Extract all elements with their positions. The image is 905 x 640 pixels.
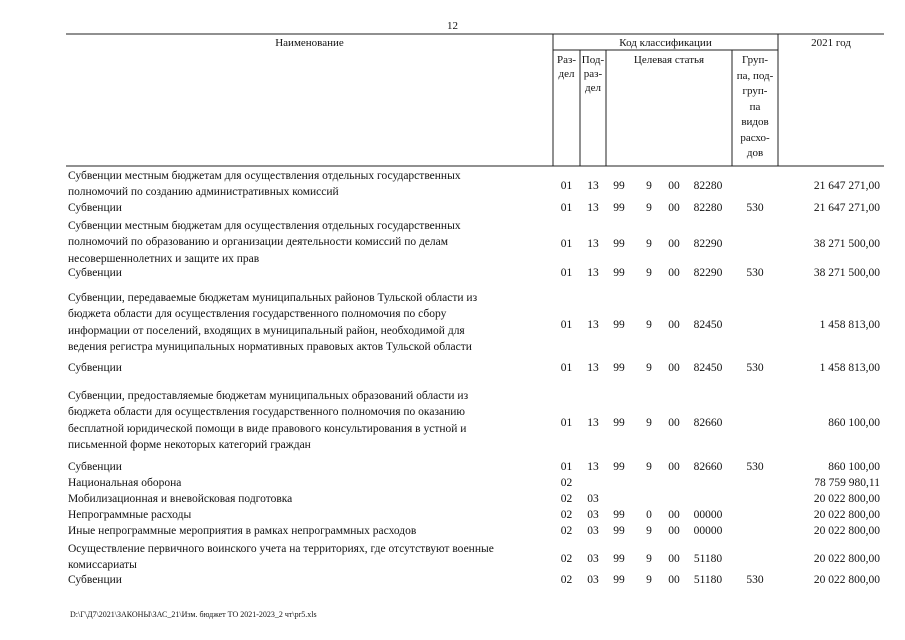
row-code-rz: 02 <box>560 525 573 538</box>
row-code-pr: 13 <box>587 362 599 375</box>
row-name <box>68 475 550 491</box>
footer-file-path: D:\Г\Д7\2021\ЗАКОНЫ\ЗАС_21\Изм. бюджет ТО 2021-2023_2 чт\pr5.xls <box>70 610 317 619</box>
row-code-t1: 99 <box>613 180 625 193</box>
header-group: Груп- па, под- груп- па видов расхо- дов <box>736 54 774 159</box>
row-amount: 1 458 813,00 <box>819 318 880 331</box>
row-code-t3: 00 <box>668 574 680 587</box>
row-amount: 20 022 800,00 <box>813 525 880 538</box>
row-code-pr: 13 <box>587 461 599 474</box>
row-name-line: Субвенции, предоставляемые бюджетам муниципальных образований области из <box>68 390 469 402</box>
table-row <box>0 360 905 376</box>
row-name-line: письменной форме некоторых категорий граждан <box>68 438 311 451</box>
row-code-t1: 99 <box>613 574 625 587</box>
row-name-line: бюджета области для осуществления государственного полномочия по сбору <box>68 308 447 321</box>
row-code-t4: 51180 <box>693 553 723 566</box>
row-amount: 21 647 271,00 <box>813 202 880 215</box>
row-code-rz: 01 <box>560 416 573 429</box>
table-row <box>0 507 905 523</box>
row-code-t1: 99 <box>613 318 625 331</box>
row-code-t2: 0 <box>646 509 652 522</box>
row-code-t1: 99 <box>613 461 625 474</box>
row-code-pr: 03 <box>587 509 599 522</box>
row-amount: 38 271 500,00 <box>813 238 880 251</box>
row-code-t1: 99 <box>613 416 625 429</box>
row-name-line: Субвенции <box>68 267 122 279</box>
row-code-t3: 00 <box>668 525 680 538</box>
table-row <box>0 541 905 574</box>
row-code-rz: 02 <box>560 509 573 522</box>
table-row <box>0 459 905 475</box>
row-name <box>68 491 550 507</box>
row-code-grp: 530 <box>746 362 764 375</box>
row-name <box>68 541 550 574</box>
row-code-t4: 82280 <box>693 180 723 193</box>
row-amount: 78 759 980,11 <box>814 477 880 490</box>
row-code-pr: 03 <box>587 493 599 506</box>
row-name <box>68 290 550 355</box>
row-code-t4: 51180 <box>693 574 723 587</box>
row-name <box>68 507 550 523</box>
row-code-t2: 9 <box>646 318 652 331</box>
row-code-rz: 01 <box>560 238 573 251</box>
row-code-t1: 99 <box>613 362 625 375</box>
row-code-t3: 00 <box>668 416 680 429</box>
row-code-pr: 13 <box>587 318 599 331</box>
row-amount: 20 022 800,00 <box>813 553 880 566</box>
row-code-t2: 9 <box>646 574 652 587</box>
row-code-rz: 02 <box>560 477 573 490</box>
row-code-rz: 01 <box>560 202 573 215</box>
row-name <box>68 168 550 201</box>
row-name <box>68 523 550 539</box>
row-name <box>68 360 550 376</box>
row-code-grp: 530 <box>746 267 764 280</box>
row-amount: 38 271 500,00 <box>813 267 880 280</box>
row-amount: 20 022 800,00 <box>813 574 880 587</box>
row-amount: 21 647 271,00 <box>813 180 880 193</box>
row-code-rz: 01 <box>560 461 573 474</box>
row-name-line: бесплатной юридической помощи в виде правового консультирования в устной и <box>68 422 467 435</box>
row-name-line: Субвенции местным бюджетам для осуществления отдельных государственных <box>68 220 461 232</box>
row-name-line: ведения регистра муниципальных нормативных правовых актов Тульской области <box>68 340 472 353</box>
row-code-t3: 00 <box>668 180 680 193</box>
row-code-t4: 82450 <box>693 318 723 331</box>
row-code-grp: 530 <box>746 574 764 587</box>
row-code-pr: 13 <box>587 202 599 215</box>
row-code-t2: 9 <box>646 362 652 375</box>
row-code-t3: 00 <box>668 238 680 251</box>
table-row <box>0 491 905 507</box>
table-row <box>0 290 905 355</box>
row-code-pr: 13 <box>587 238 599 251</box>
row-code-t1: 99 <box>613 202 625 215</box>
row-code-pr: 13 <box>587 416 599 429</box>
row-name-line: комиссариаты <box>68 559 137 572</box>
row-code-t2: 9 <box>646 525 652 538</box>
row-name <box>68 572 550 588</box>
row-name-line: полномочий по образованию и организации деятельности комиссий по делам <box>68 236 449 249</box>
row-name-line: Субвенции, передаваемые бюджетам муниципальных районов Тульской области из <box>68 292 478 304</box>
row-code-t4: 00000 <box>693 525 723 538</box>
table-row <box>0 218 905 267</box>
row-code-t2: 9 <box>646 461 652 474</box>
row-code-t4: 82660 <box>693 416 723 429</box>
row-code-t2: 9 <box>646 267 652 280</box>
row-name-line: Субвенции местным бюджетам для осуществления отдельных государственных <box>68 170 461 182</box>
row-code-t4: 00000 <box>693 509 723 522</box>
row-code-pr: 13 <box>587 180 599 193</box>
row-name-line: Субвенции <box>68 574 122 586</box>
row-code-rz: 02 <box>560 574 573 587</box>
row-code-t2: 9 <box>646 238 652 251</box>
header-year: 2021 год <box>811 37 851 49</box>
table-row <box>0 200 905 216</box>
row-code-t4: 82450 <box>693 362 723 375</box>
header-podrazdel: Под- раз- дел <box>581 54 605 94</box>
row-code-rz: 02 <box>560 553 573 566</box>
header-code-group: Код классификации <box>619 37 712 49</box>
row-amount: 1 458 813,00 <box>819 362 880 375</box>
table-row <box>0 475 905 491</box>
row-name-line: Осуществление первичного воинского учета на территориях, где отсутствуют военные <box>68 543 494 555</box>
row-code-t2: 9 <box>646 553 652 566</box>
row-code-grp: 530 <box>746 202 764 215</box>
row-code-t2: 9 <box>646 180 652 193</box>
row-amount: 20 022 800,00 <box>813 509 880 522</box>
row-code-t4: 82290 <box>693 238 723 251</box>
row-name <box>68 265 550 281</box>
row-name-line: Субвенции <box>68 362 122 374</box>
row-amount: 20 022 800,00 <box>813 493 880 506</box>
row-name-line: Субвенции <box>68 461 122 473</box>
table-row <box>0 572 905 588</box>
row-code-pr: 03 <box>587 574 599 587</box>
header-razdel: Раз- дел <box>556 54 576 80</box>
row-code-t1: 99 <box>613 553 625 566</box>
row-name <box>68 388 550 453</box>
row-name <box>68 200 550 216</box>
row-name-line: бюджета области для осуществления государственного полномочия по оказанию <box>68 406 465 419</box>
row-name-line: информации от поселений, входящих в муниципальный район, необходимой для <box>68 324 465 337</box>
row-name <box>68 459 550 475</box>
row-code-t3: 00 <box>668 202 680 215</box>
table-row <box>0 388 905 453</box>
header-target: Целевая статья <box>633 54 705 66</box>
header-name: Наименование <box>275 37 344 49</box>
row-code-rz: 01 <box>560 362 573 375</box>
table-row <box>0 168 905 201</box>
row-code-t4: 82290 <box>693 267 723 280</box>
row-code-pr: 03 <box>587 553 599 566</box>
row-amount: 860 100,00 <box>828 461 880 474</box>
row-code-rz: 01 <box>560 318 573 331</box>
table-row <box>0 523 905 539</box>
row-code-t4: 82280 <box>693 202 723 215</box>
row-name-line: Непрограммные расходы <box>68 509 192 521</box>
row-code-t1: 99 <box>613 238 625 251</box>
row-code-pr: 13 <box>587 267 599 280</box>
row-code-t4: 82660 <box>693 461 723 474</box>
row-code-t3: 00 <box>668 509 680 522</box>
row-code-rz: 01 <box>560 267 573 280</box>
row-code-t1: 99 <box>613 525 625 538</box>
row-name-line: Субвенции <box>68 202 122 214</box>
row-name-line: Национальная оборона <box>68 477 182 489</box>
row-code-t3: 00 <box>668 553 680 566</box>
row-code-t1: 99 <box>613 267 625 280</box>
row-name-line: Иные непрограммные мероприятия в рамках непрограммных расходов <box>68 525 417 537</box>
row-code-t2: 9 <box>646 416 652 429</box>
table-row <box>0 265 905 281</box>
row-code-t1: 99 <box>613 509 625 522</box>
row-code-t3: 00 <box>668 461 680 474</box>
row-name <box>68 218 550 267</box>
row-name-line: полномочий по созданию административных комиссий <box>68 186 339 199</box>
page-number: 12 <box>447 20 458 32</box>
row-amount: 860 100,00 <box>828 416 880 429</box>
row-code-t3: 00 <box>668 267 680 280</box>
row-code-t3: 00 <box>668 362 680 375</box>
row-name-line: Мобилизационная и вневойсковая подготовка <box>68 493 293 505</box>
row-name-line: несовершеннолетних и защите их прав <box>68 252 260 265</box>
row-code-pr: 03 <box>587 525 599 538</box>
row-code-rz: 01 <box>560 180 573 193</box>
row-code-rz: 02 <box>560 493 573 506</box>
row-code-t2: 9 <box>646 202 652 215</box>
row-code-grp: 530 <box>746 461 764 474</box>
row-code-t3: 00 <box>668 318 680 331</box>
